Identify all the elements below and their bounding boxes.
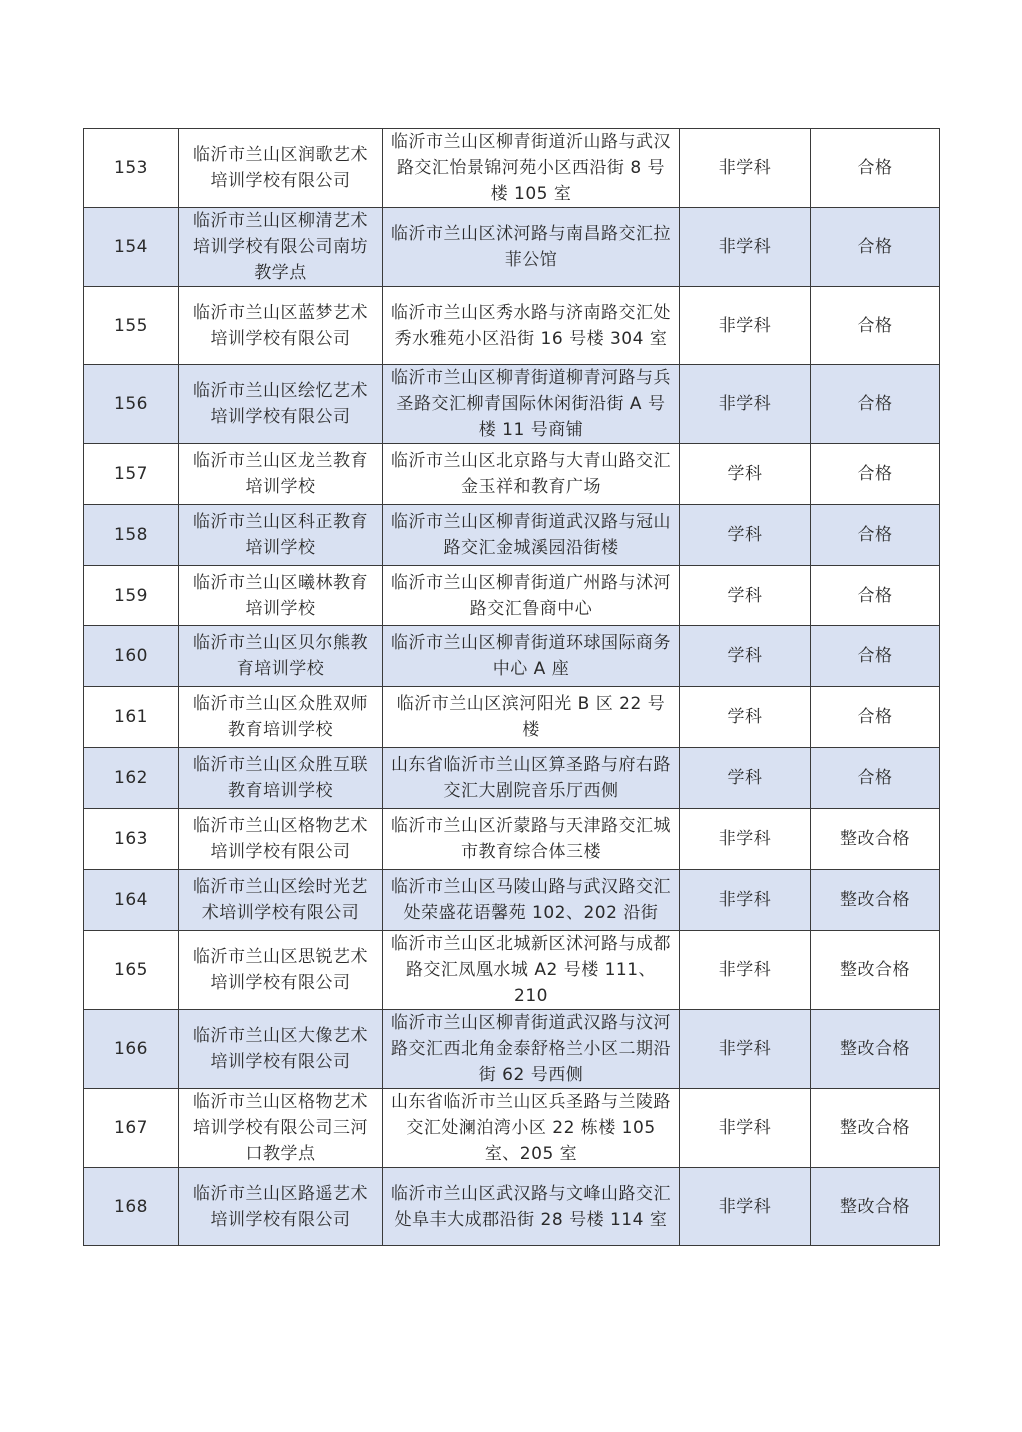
category-cell: 学科: [680, 626, 811, 687]
school-address-cell: 临沂市兰山区柳青街道武汉路与汶河路交汇西北角金泰舒格兰小区二期沿街 62 号西侧: [383, 1010, 680, 1089]
school-address-cell: 临沂市兰山区滨河阳光 B 区 22 号楼: [383, 687, 680, 748]
result-cell: 合格: [811, 365, 940, 444]
table-row: [84, 748, 940, 809]
category-cell: 非学科: [680, 287, 811, 365]
category-cell: 非学科: [680, 365, 811, 444]
table-row: [84, 505, 940, 566]
table-row: [84, 626, 940, 687]
school-address-cell: 临沂市兰山区柳青街道柳青河路与兵圣路交汇柳青国际休闲街沿街 A 号楼 11 号商铺: [383, 365, 680, 444]
result-cell: 合格: [811, 748, 940, 809]
result-cell: 合格: [811, 626, 940, 687]
school-name-cell: 临沂市兰山区贝尔熊教育培训学校: [179, 626, 383, 687]
table-body: [84, 129, 940, 1246]
school-name-cell: 临沂市兰山区众胜互联教育培训学校: [179, 748, 383, 809]
category-cell: 非学科: [680, 208, 811, 287]
row-number-cell: 159: [84, 566, 179, 626]
result-cell: 合格: [811, 687, 940, 748]
row-number-cell: 163: [84, 809, 179, 870]
table-row: [84, 287, 940, 365]
category-cell: 非学科: [680, 1168, 811, 1246]
schools-table: [83, 128, 940, 1246]
category-cell: 非学科: [680, 870, 811, 931]
row-number-cell: 156: [84, 365, 179, 444]
result-cell: 合格: [811, 208, 940, 287]
school-address-cell: 临沂市兰山区秀水路与济南路交汇处秀水雅苑小区沿街 16 号楼 304 室: [383, 287, 680, 365]
row-number-cell: 155: [84, 287, 179, 365]
school-name-cell: 临沂市兰山区格物艺术培训学校有限公司: [179, 809, 383, 870]
school-address-cell: 山东省临沂市兰山区算圣路与府右路交汇大剧院音乐厅西侧: [383, 748, 680, 809]
row-number-cell: 157: [84, 444, 179, 505]
category-cell: 非学科: [680, 809, 811, 870]
result-cell: 合格: [811, 287, 940, 365]
row-number-cell: 166: [84, 1010, 179, 1089]
category-cell: 学科: [680, 444, 811, 505]
category-cell: 学科: [680, 687, 811, 748]
school-name-cell: 临沂市兰山区龙兰教育培训学校: [179, 444, 383, 505]
school-name-cell: 临沂市兰山区绘时光艺术培训学校有限公司: [179, 870, 383, 931]
row-number-cell: 158: [84, 505, 179, 566]
row-number-cell: 162: [84, 748, 179, 809]
row-number-cell: 165: [84, 931, 179, 1010]
row-number-cell: 154: [84, 208, 179, 287]
school-name-cell: 临沂市兰山区润歌艺术培训学校有限公司: [179, 129, 383, 208]
table-row: [84, 129, 940, 208]
result-cell: 整改合格: [811, 1010, 940, 1089]
table-row: [84, 208, 940, 287]
school-address-cell: 临沂市兰山区马陵山路与武汉路交汇处荣盛花语馨苑 102、202 沿街: [383, 870, 680, 931]
school-address-cell: 山东省临沂市兰山区兵圣路与兰陵路交汇处澜泊湾小区 22 栋楼 105 室、205 室: [383, 1089, 680, 1168]
category-cell: 学科: [680, 566, 811, 626]
row-number-cell: 168: [84, 1168, 179, 1246]
school-name-cell: 临沂市兰山区路遥艺术培训学校有限公司: [179, 1168, 383, 1246]
school-name-cell: 临沂市兰山区曦林教育培训学校: [179, 566, 383, 626]
result-cell: 整改合格: [811, 1168, 940, 1246]
table-row: [84, 566, 940, 626]
school-name-cell: 临沂市兰山区大像艺术培训学校有限公司: [179, 1010, 383, 1089]
school-address-cell: 临沂市兰山区柳青街道沂山路与武汉路交汇怡景锦河苑小区西沿街 8 号楼 105 室: [383, 129, 680, 208]
school-name-cell: 临沂市兰山区格物艺术培训学校有限公司三河口教学点: [179, 1089, 383, 1168]
school-name-cell: 临沂市兰山区众胜双师教育培训学校: [179, 687, 383, 748]
result-cell: 整改合格: [811, 931, 940, 1010]
category-cell: 学科: [680, 505, 811, 566]
school-address-cell: 临沂市兰山区武汉路与文峰山路交汇处阜丰大成郡沿街 28 号楼 114 室: [383, 1168, 680, 1246]
table-row: [84, 1010, 940, 1089]
result-cell: 合格: [811, 129, 940, 208]
table-row: [84, 1089, 940, 1168]
category-cell: 学科: [680, 748, 811, 809]
table-row: [84, 931, 940, 1010]
school-address-cell: 临沂市兰山区沂蒙路与天津路交汇城市教育综合体三楼: [383, 809, 680, 870]
school-name-cell: 临沂市兰山区柳清艺术培训学校有限公司南坊教学点: [179, 208, 383, 287]
category-cell: 非学科: [680, 1089, 811, 1168]
category-cell: 非学科: [680, 931, 811, 1010]
category-cell: 非学科: [680, 129, 811, 208]
school-address-cell: 临沂市兰山区柳青街道广州路与沭河路交汇鲁商中心: [383, 566, 680, 626]
result-cell: 整改合格: [811, 870, 940, 931]
row-number-cell: 167: [84, 1089, 179, 1168]
table-row: [84, 444, 940, 505]
school-address-cell: 临沂市兰山区柳青街道环球国际商务中心 A 座: [383, 626, 680, 687]
row-number-cell: 161: [84, 687, 179, 748]
category-cell: 非学科: [680, 1010, 811, 1089]
school-address-cell: 临沂市兰山区沭河路与南昌路交汇拉菲公馆: [383, 208, 680, 287]
table-row: [84, 809, 940, 870]
school-address-cell: 临沂市兰山区北京路与大青山路交汇金玉祥和教育广场: [383, 444, 680, 505]
school-name-cell: 临沂市兰山区绘忆艺术培训学校有限公司: [179, 365, 383, 444]
school-name-cell: 临沂市兰山区思锐艺术培训学校有限公司: [179, 931, 383, 1010]
result-cell: 整改合格: [811, 809, 940, 870]
result-cell: 合格: [811, 566, 940, 626]
table-row: [84, 870, 940, 931]
row-number-cell: 160: [84, 626, 179, 687]
row-number-cell: 164: [84, 870, 179, 931]
school-address-cell: 临沂市兰山区柳青街道武汉路与冠山路交汇金城溪园沿街楼: [383, 505, 680, 566]
result-cell: 整改合格: [811, 1089, 940, 1168]
result-cell: 合格: [811, 444, 940, 505]
table-row: [84, 687, 940, 748]
table-row: [84, 365, 940, 444]
school-name-cell: 临沂市兰山区蓝梦艺术培训学校有限公司: [179, 287, 383, 365]
school-address-cell: 临沂市兰山区北城新区沭河路与成都路交汇凤凰水城 A2 号楼 111、210: [383, 931, 680, 1010]
result-cell: 合格: [811, 505, 940, 566]
row-number-cell: 153: [84, 129, 179, 208]
school-name-cell: 临沂市兰山区科正教育培训学校: [179, 505, 383, 566]
table-row: [84, 1168, 940, 1246]
